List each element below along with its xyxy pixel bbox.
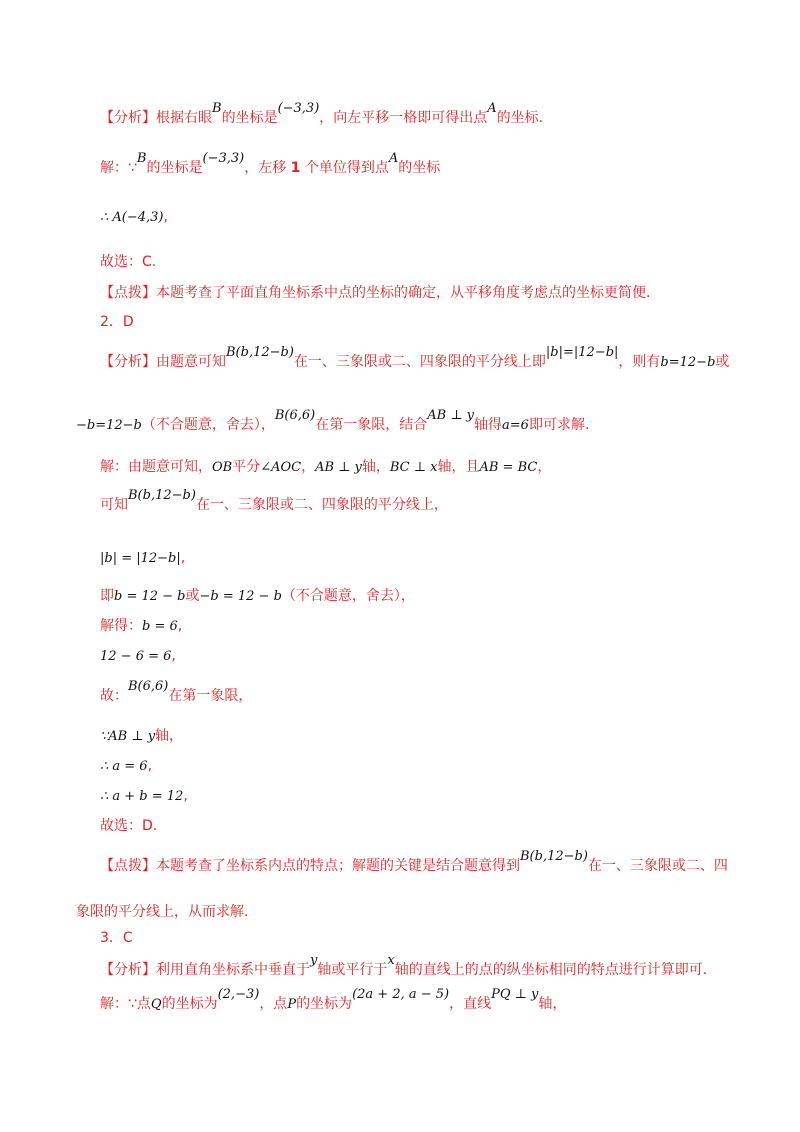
- math-expression: (2a + 2, a − 5): [352, 987, 450, 1002]
- text-segment: 的坐标: [398, 160, 441, 176]
- text-segment: 轴，: [538, 996, 567, 1012]
- text-line: [100, 679, 253, 707]
- math-expression: AB ⊥ y: [427, 408, 475, 423]
- text-line: [100, 849, 728, 877]
- text-line: [100, 252, 156, 272]
- text-line: [100, 953, 708, 981]
- text-segment: 的坐标是: [221, 110, 278, 126]
- math-expression: b = 12 − b: [114, 589, 186, 604]
- text-line: [100, 586, 415, 607]
- math-expression: −b=12−b: [76, 418, 142, 433]
- text-line: [100, 756, 152, 777]
- math-expression: |b| = |12−b|: [100, 551, 181, 566]
- text-line: [100, 726, 183, 747]
- text-line: [100, 151, 441, 179]
- text-line: [100, 457, 551, 478]
- text-segment: 象限的平分线上，从而求解.: [76, 904, 249, 920]
- text-segment: 在一、三象限或二、四象限的平分线上即: [293, 354, 546, 370]
- text-segment: 【分析】根据右眼: [100, 110, 212, 126]
- math-expression: b = 6: [142, 619, 178, 634]
- text-segment: （不合题意，舍去），: [281, 588, 415, 604]
- math-expression: ∴ A(−4,3): [100, 210, 164, 225]
- text-line: [100, 646, 176, 667]
- text-segment: 或: [185, 588, 200, 604]
- math-expression: AB = BC: [479, 460, 538, 475]
- text-segment: 个单位得到点: [300, 160, 389, 176]
- text-line: [100, 283, 650, 303]
- text-segment: 解：由题意可知，: [100, 459, 212, 475]
- text-segment: 解：∵点: [100, 996, 151, 1012]
- math-expression: (−3,3): [277, 101, 320, 116]
- text-line: [100, 548, 185, 569]
- text-segment: ，则有: [618, 354, 661, 370]
- text-segment: ，左移: [244, 160, 291, 176]
- text-segment: 即: [100, 588, 114, 604]
- text-segment: 的坐标为: [296, 996, 353, 1012]
- text-segment: 故选：D.: [100, 818, 158, 834]
- text-segment: 1: [290, 160, 301, 176]
- text-line: [100, 312, 134, 332]
- math-expression: b=12−b: [660, 355, 716, 370]
- text-line: [76, 902, 248, 922]
- math-expression: (2,−3): [217, 987, 260, 1002]
- text-segment: ，直线: [449, 996, 492, 1012]
- math-expression: ∴ a + b = 12: [100, 789, 184, 804]
- math-expression: B: [212, 101, 222, 116]
- text-segment: ,: [177, 618, 183, 634]
- text-segment: 或: [715, 354, 730, 370]
- math-expression: B(b,12−b): [520, 849, 588, 864]
- text-line: [100, 345, 730, 373]
- text-segment: ，向左平移一格即可得出点: [319, 110, 488, 126]
- math-expression: Q: [150, 997, 162, 1012]
- text-segment: 2．D: [100, 314, 134, 330]
- math-expression: B(b,12−b): [128, 488, 196, 503]
- math-expression: PQ ⊥ y: [491, 987, 539, 1002]
- math-expression: B: [136, 151, 147, 166]
- text-line: [100, 207, 168, 228]
- text-segment: 轴，且: [437, 459, 480, 475]
- text-segment: 平分: [232, 459, 261, 475]
- text-segment: 故选：C.: [100, 254, 157, 270]
- text-segment: （不合题意，舍去），: [141, 417, 275, 433]
- text-segment: 3．C: [100, 930, 133, 946]
- text-line: [76, 408, 590, 436]
- text-segment: ,: [163, 209, 168, 225]
- text-line: [100, 101, 544, 129]
- text-segment: 在第一象限，: [168, 688, 253, 704]
- text-segment: ，: [301, 459, 316, 475]
- text-segment: ,: [171, 648, 176, 664]
- text-segment: 轴或平行于: [317, 962, 388, 978]
- math-expression: −b = 12 − b: [199, 589, 282, 604]
- text-segment: ，点: [259, 996, 288, 1012]
- math-expression: P: [287, 997, 297, 1012]
- math-expression: BC ⊥ x: [389, 460, 438, 475]
- math-expression: OB: [212, 460, 233, 475]
- text-segment: 轴的直线上的点的纵坐标相同的特点进行计算即可.: [394, 962, 708, 978]
- math-expression: a=6: [502, 418, 529, 433]
- math-expression: 12 − 6 = 6: [100, 649, 172, 664]
- math-expression: y: [310, 953, 318, 968]
- text-line: [100, 786, 188, 807]
- math-expression: ∴ a = 6: [100, 759, 148, 774]
- text-segment: 即可求解.: [528, 417, 590, 433]
- text-segment: 在第一象限，结合: [315, 417, 428, 433]
- text-segment: 【分析】利用直角坐标系中垂直于: [100, 962, 310, 978]
- text-line: [100, 616, 182, 637]
- text-segment: 【点拨】本题考查了坐标系内点的特点；解题的关键是结合题意得到: [100, 858, 520, 874]
- math-expression: ∵AB ⊥ y: [100, 729, 156, 744]
- text-line: [100, 816, 157, 836]
- math-expression: AB ⊥ y: [315, 460, 362, 475]
- text-segment: 解：∵: [100, 160, 137, 176]
- text-segment: 在一、三象限或二、四: [587, 858, 728, 874]
- text-segment: 【点拨】本题考查了平面直角坐标系中点的坐标的确定，从平移角度考虑点的坐标更简便.: [100, 285, 651, 301]
- math-expression: |b|=|12−b|: [545, 345, 619, 360]
- math-expression: B(6,6): [274, 408, 316, 423]
- math-expression: (−3,3): [202, 151, 245, 166]
- math-expression: B(b,12−b): [226, 345, 294, 360]
- math-expression: A: [388, 151, 399, 166]
- text-segment: ,: [147, 758, 153, 774]
- text-line: [100, 987, 567, 1015]
- text-segment: 在一、三象限或二、四象限的平分线上，: [195, 497, 448, 513]
- text-line: [100, 928, 133, 948]
- text-segment: ,: [183, 788, 188, 804]
- text-segment: ,: [180, 550, 186, 566]
- math-expression: ∠AOC: [260, 460, 302, 475]
- math-expression: B(6,6): [128, 679, 169, 694]
- text-segment: 【分析】由题意可知: [100, 354, 226, 370]
- text-segment: 轴得: [474, 417, 503, 433]
- math-expression: x: [387, 953, 395, 968]
- text-segment: 的坐标是: [146, 160, 203, 176]
- text-segment: 轴，: [361, 459, 390, 475]
- text-segment: 故：: [100, 688, 128, 704]
- text-line: [100, 488, 448, 516]
- text-segment: 轴，: [155, 728, 184, 744]
- text-segment: ，: [537, 459, 552, 475]
- math-expression: A: [487, 101, 497, 116]
- text-segment: 的坐标为: [161, 996, 218, 1012]
- text-segment: 的坐标.: [496, 110, 544, 126]
- text-segment: 可知: [100, 497, 128, 513]
- text-segment: 解得：: [100, 618, 142, 634]
